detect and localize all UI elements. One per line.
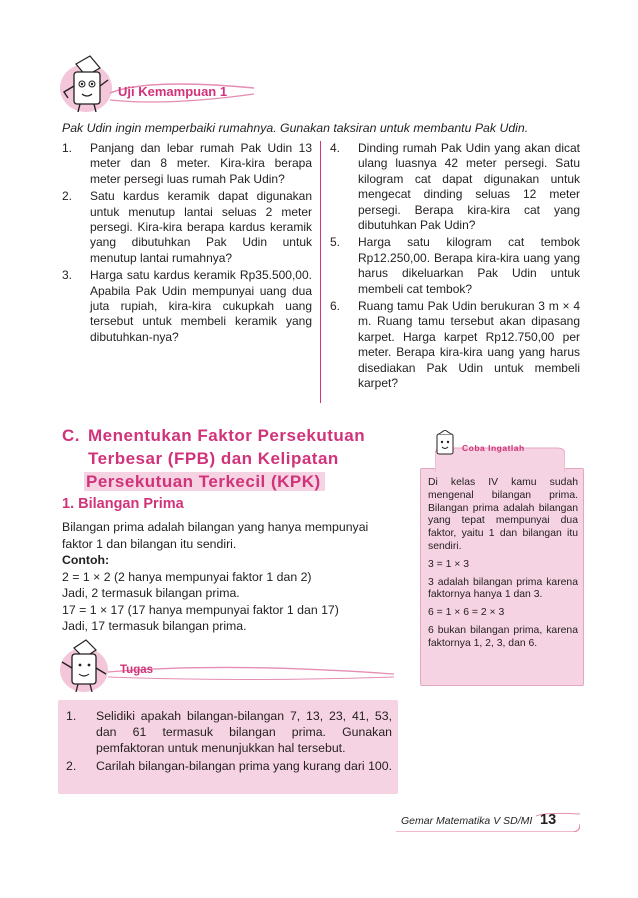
- prime-explanation: [62, 519, 397, 635]
- tugas-list: [66, 708, 392, 776]
- question-number: 2.: [62, 189, 73, 204]
- question-item: [62, 141, 312, 187]
- coba-ingatlah-text: [428, 477, 578, 656]
- question-number: 1.: [62, 141, 73, 155]
- coba-paragraph: Di kelas IV kamu sudah mengenal bilangan prima. Bilangan prima adalah bilangan yang tepat mempunyai dua faktor, yaitu 1 dan bilangan itu sendiri.: [428, 477, 578, 552]
- question-number: 5.: [330, 235, 341, 250]
- column-divider: [320, 141, 321, 403]
- tugas-item: [66, 758, 392, 774]
- footer-book-title: Gemar Matematika V SD/MI: [401, 815, 533, 827]
- tugas-number: 1.: [66, 709, 77, 723]
- question-text: Harga satu kardus keramik Rp35.500,00. Apabila Pak Udin mempunyai uang dua juta rupiah, kira-kira cukupkah uang tersebut untuk membeli keramik yang dibutuhkan-nya?: [90, 268, 312, 344]
- question-item: [330, 235, 580, 297]
- section-title-line1: Menentukan Faktor Persekutuan: [88, 426, 366, 445]
- question-number: 6.: [330, 299, 341, 314]
- question-text: Dinding rumah Pak Udin yang akan dicat ulang luasnya 42 meter persegi. Satu kilogram cat dapat digunakan untuk mengecat dinding seluas 12 meter persegi. Berapa kira-kira cat yang dibutuhkan Pak Udin?: [358, 141, 580, 233]
- tugas-item: [66, 708, 392, 756]
- prime-definition: Bilangan prima adalah bilangan yang hanya mempunyai faktor 1 dan bilangan itu sendiri.: [62, 520, 369, 551]
- coba-paragraph: 3 adalah bilangan prima karena faktornya hanya 1 dan 3.: [428, 576, 578, 601]
- coba-paragraph: 3 = 1 × 3: [428, 558, 470, 570]
- tugas-number: 2.: [66, 759, 77, 773]
- questions-right: [330, 141, 580, 394]
- question-item: [330, 141, 580, 233]
- question-text: Harga satu kilogram cat tembok Rp12.250,00. Berapa kira-kira uang yang harus dikeluarkan Pak Udin untuk membeli cat tembok?: [358, 235, 580, 296]
- intro-text: Pak Udin ingin memperbaiki rumahnya. Gunakan taksiran untuk membantu Pak Udin.: [62, 121, 529, 135]
- question-item: [62, 189, 312, 266]
- mascot-pencil-icon: [437, 430, 453, 454]
- questions-left: [62, 141, 312, 347]
- subsection-title: 1. Bilangan Prima: [62, 496, 184, 512]
- section-c-heading: [62, 424, 402, 493]
- coba-paragraph: 6 = 1 × 6 = 2 × 3: [428, 607, 505, 619]
- question-text: Ruang tamu Pak Udin berukuran 3 m × 4 m. Ruang tamu tersebut akan dipasang karpet. Harga karpet Rp12.750,00 per meter. Berapa kira-kira uang yang harus disediakan Pak Udin untuk membeli karpet?: [358, 299, 580, 391]
- example-line: Jadi, 17 termasuk bilangan prima.: [62, 619, 247, 633]
- tugas-text: Carilah bilangan-bilangan prima yang kurang dari 100.: [96, 759, 392, 773]
- tugas-text: Selidiki apakah bilangan-bilangan 7, 13, 23, 41, 53, dan 61 termasuk bilangan prima. Gunakan pemfaktoran untuk menunjukkan hal tersebut.: [96, 709, 392, 755]
- question-number: 4.: [330, 141, 341, 155]
- question-number: 3.: [62, 268, 73, 283]
- example-line: Jadi, 2 termasuk bilangan prima.: [62, 586, 240, 600]
- question-text: Satu kardus keramik dapat digunakan untuk menutup lantai seluas 2 meter persegi. Kira-kira berapa kardus keramik yang dibutuhkan Pak Udin untuk menutup lantai rumahnya?: [90, 189, 312, 265]
- uji-kemampuan-title: Uji Kemampuan 1: [118, 84, 228, 99]
- question-text: Panjang dan lebar rumah Pak Udin 13 meter dan 8 meter. Kira-kira berapa meter persegi luas rumah Pak Udin?: [90, 141, 312, 186]
- example-line: 2 = 1 × 2 (2 hanya mempunyai faktor 1 dan 2): [62, 569, 312, 584]
- coba-ingatlah-label: Coba Ingatlah: [462, 443, 525, 453]
- tugas-title: Tugas: [120, 664, 154, 676]
- question-item: [330, 299, 580, 391]
- question-item: [62, 268, 312, 345]
- page-number: 13: [540, 812, 557, 828]
- section-label: C.: [62, 426, 80, 445]
- coba-paragraph: 6 bukan bilangan prima, karena faktornya 1, 2, 3, dan 6.: [428, 624, 578, 649]
- mascot-pencil-icon: [56, 636, 112, 696]
- section-title-line2: Terbesar (FPB) dan Kelipatan: [88, 449, 339, 468]
- example-line: 17 = 1 × 17 (17 hanya mempunyai faktor 1 dan 17): [62, 602, 339, 617]
- example-label: Contoh:: [62, 553, 110, 567]
- section-title-line3: Persekutuan Terkecil (KPK): [84, 472, 325, 491]
